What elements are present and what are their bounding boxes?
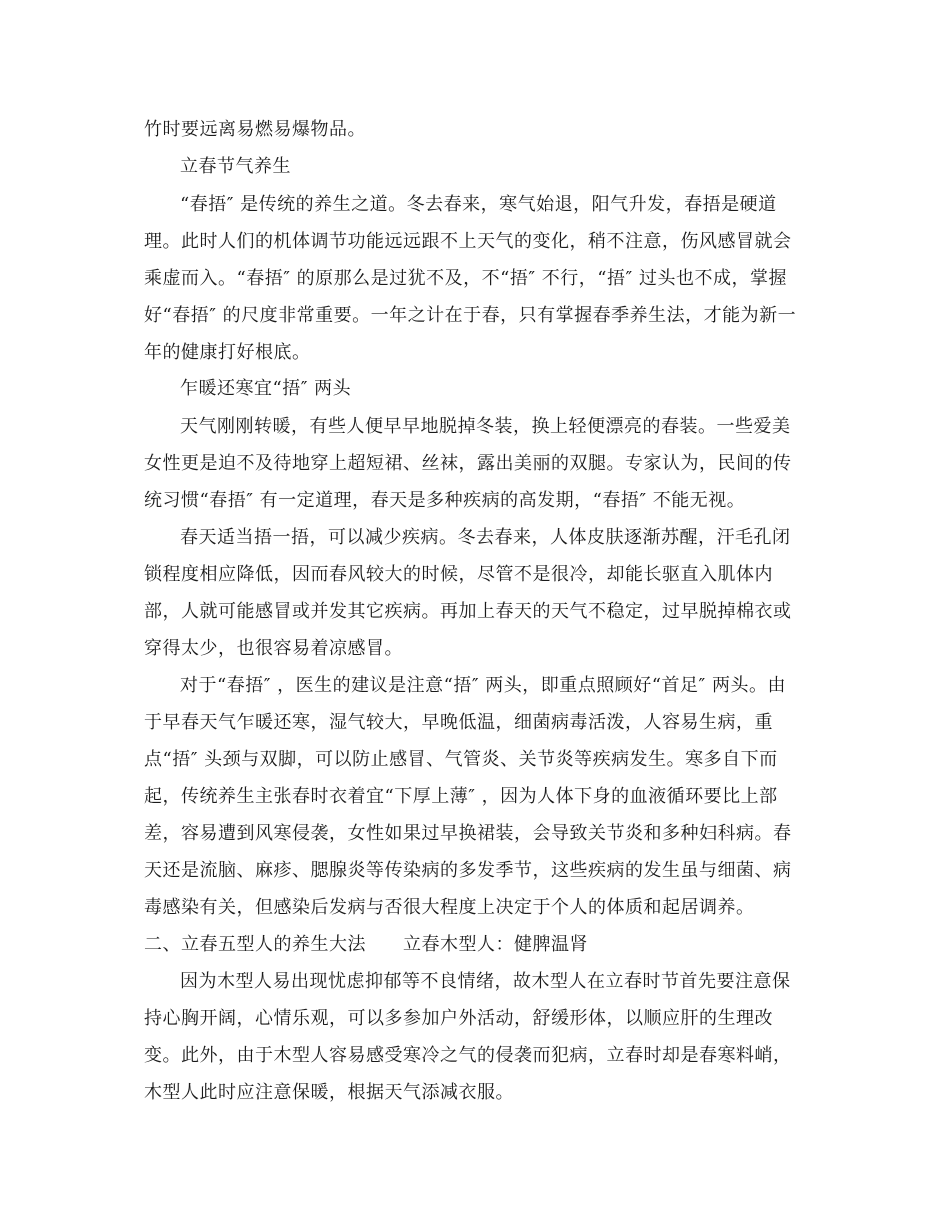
text-line: 理。此时人们的机体调节功能远远跟不上天气的变化，稍不注意，伤风感冒就会: [144, 231, 792, 252]
text-line: 点“捂″ 头颈与双脚，可以防止感冒、气管炎、关节炎等疾病发生。寒多自下而: [144, 749, 778, 770]
text-line: 持心胸开阔，心情乐观，可以多参加户外活动，舒缓形体，以顺应肝的生理改: [144, 1008, 773, 1029]
text-line: 竹时要远离易燃易爆物品。: [144, 119, 366, 140]
text-line: 穿得太少，也很容易着凉感冒。: [144, 638, 403, 659]
section-heading: 乍暖还寒宜“捂″ 两头: [180, 378, 352, 399]
text-line: 好“春捂″ 的尺度非常重要。一年之计在于春，只有掌握春季养生法，才能为新一: [144, 305, 797, 326]
text-line: 天气刚刚转暖，有些人便早早地脱掉冬装，换上轻便漂亮的春装。一些爱美: [180, 416, 791, 437]
text-line: 年的健康打好根底。: [144, 342, 311, 363]
section-heading: 二、立春五型人的养生大法 立春木型人：健脾温肾: [144, 934, 588, 955]
text-line: 木型人此时应注意保暖，根据天气添减衣服。: [144, 1082, 514, 1103]
text-line: 对于“春捂″ ，医生的建议是注意“捂″ 两头，即重点照顾好“首足″ 两头。由: [180, 675, 786, 696]
text-line: 天还是流脑、麻疹、腮腺炎等传染病的多发季节，这些疾病的发生虽与细菌、病: [144, 860, 792, 881]
text-line: 锁程度相应降低，因而春风较大的时候，尽管不是很冷，却能长驱直入肌体内: [144, 564, 773, 585]
text-line: 乘虚而入。“春捂″ 的原那么是过犹不及，不“捂″ 不行，“捂″ 过头也不成，掌握: [144, 268, 787, 289]
text-line: 因为木型人易出现忧虑抑郁等不良情绪，故木型人在立春时节首先要注意保: [180, 971, 791, 992]
text-line: 部，人就可能感冒或并发其它疾病。再加上春天的天气不稳定，过早脱掉棉衣或: [144, 601, 792, 622]
text-line: 差，容易遭到风寒侵袭，女性如果过早换裙装，会导致关节炎和多种妇科病。春: [144, 823, 792, 844]
text-line: “春捂″ 是传统的养生之道。冬去春来，寒气始退，阳气升发，春捂是硬道: [180, 194, 777, 215]
text-line: 毒感染有关，但感染后发病与否很大程度上决定于个人的体质和起居调养。: [144, 897, 755, 918]
text-line: 春天适当捂一捂，可以减少疾病。冬去春来，人体皮肤逐渐苏醒，汗毛孔闭: [180, 527, 791, 548]
text-line: 女性更是迫不及待地穿上超短裙、丝袜，露出美丽的双腿。专家认为，民间的传: [144, 453, 792, 474]
text-line: 统习惯“春捂″ 有一定道理，春天是多种疾病的高发期，“春捂″ 不能无视。: [144, 490, 746, 511]
text-line: 变。此外，由于木型人容易感受寒冷之气的侵袭而犯病，立春时却是春寒料峭，: [144, 1045, 792, 1066]
text-line: 起，传统养生主张春时衣着宜“下厚上薄″ ，因为人体下身的血液循环要比上部: [144, 786, 778, 807]
section-heading: 立春节气养生: [180, 156, 291, 177]
text-line: 于早春天气乍暖还寒，湿气较大，早晚低温，细菌病毒活泼，人容易生病，重: [144, 712, 773, 733]
